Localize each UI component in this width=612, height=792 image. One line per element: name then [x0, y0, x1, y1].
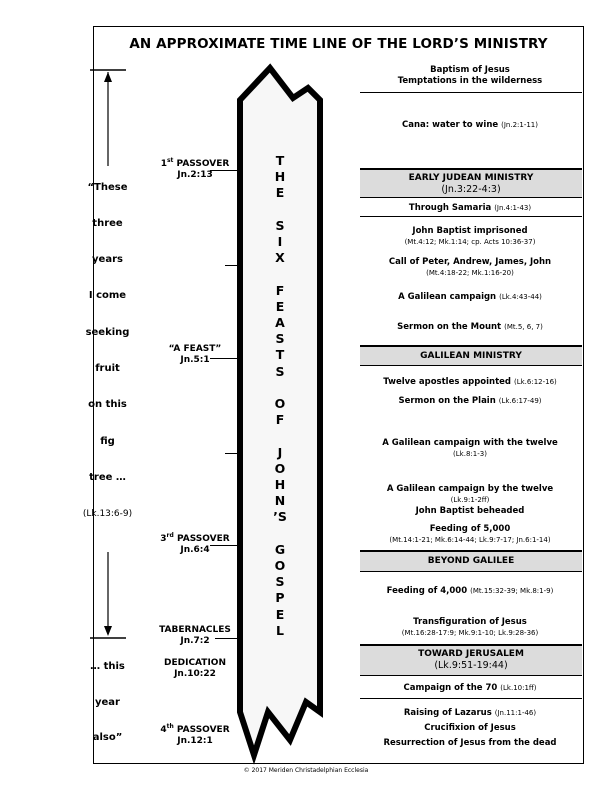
feast-tabernacles: TABERNACLES Jn.7:2 — [159, 625, 231, 646]
scroll-letter: S — [275, 217, 285, 233]
fig-quote-line: on this — [88, 399, 127, 410]
header-galilean: GALILEAN MINISTRY — [360, 345, 582, 366]
scroll-letter: G — [274, 541, 286, 557]
timeline-arrows — [90, 66, 130, 646]
feast-tick — [215, 638, 240, 639]
scroll-letter: S — [275, 363, 285, 379]
event-baptism: Baptism of Jesus Temptations in the wilderness — [397, 65, 543, 86]
divider — [360, 216, 582, 217]
fig-quote-line: tree … — [89, 472, 126, 483]
event-twelve-apostles: Twelve apostles appointed (Lk.6:12-16) — [383, 377, 557, 387]
event-campaign-by-twelve: A Galilean campaign by the twelve (Lk.9:1-2ff) John Baptist beheaded — [386, 484, 554, 516]
event-lazarus: Raising of Lazarus (Jn.11:1-46) — [403, 708, 537, 718]
event-resurrection: Resurrection of Jesus from the dead — [383, 738, 557, 748]
scroll-letter: T — [275, 347, 285, 363]
scroll-letter: S — [275, 574, 285, 590]
scroll-letter: X — [275, 250, 285, 266]
fig-quote-line: … this — [90, 661, 125, 672]
event-call-of-peter: Call of Peter, Andrew, James, John (Mt.4:18-22; Mk.1:16-20) — [388, 257, 552, 277]
fig-quote-line: fruit — [95, 363, 120, 374]
event-campaign-70: Campaign of the 70 (Lk.10:1ff) — [403, 683, 537, 693]
scroll-letter: O — [274, 396, 286, 411]
scroll-letter: F — [275, 412, 285, 428]
page-title: AN APPROXIMATE TIME LINE OF THE LORD’S MINISTRY — [129, 36, 548, 52]
event-crucifixion: Crucifixion of Jesus — [424, 723, 516, 733]
feast-tick — [210, 358, 240, 359]
scroll-letter: A — [275, 315, 285, 330]
copyright-footer: © 2017 Meriden Christadelphian Ecclesia — [243, 767, 369, 774]
fig-quote-line: year — [95, 697, 120, 708]
fig-quote-line: seeking — [85, 327, 130, 338]
fig-quote-line: “These — [87, 182, 128, 193]
feast-4th-passover: 4th PASSOVER Jn.12:1 — [160, 723, 230, 746]
tick — [225, 453, 240, 454]
scroll-letter: E — [275, 606, 285, 622]
fig-quote-line: three — [92, 218, 123, 229]
event-sermon-plain: Sermon on the Plain (Lk.6:17-49) — [398, 396, 542, 406]
feast-tick — [210, 545, 240, 546]
scroll-letter: O — [274, 558, 286, 573]
feast-tick — [210, 170, 240, 171]
header-toward-jerusalem: TOWARD JERUSALEM (Lk.9:51-19:44) — [360, 644, 582, 676]
scroll-letter: P — [275, 590, 285, 606]
scroll-letter: L — [276, 622, 284, 638]
scroll-letter: O — [274, 460, 286, 476]
scroll-letter: J — [277, 444, 283, 460]
scroll-letter: H — [274, 477, 286, 492]
divider — [360, 698, 582, 699]
fig-quote-line: fig — [100, 436, 115, 447]
header-beyond-galilee: BEYOND GALILEE — [360, 550, 582, 572]
feast-1st-passover: 1st PASSOVER Jn.2:13 — [160, 157, 230, 180]
fig-quote-line: I come — [88, 290, 127, 301]
feast-3rd-passover: 3rd PASSOVER Jn.6:4 — [160, 532, 230, 555]
scroll-letter: E — [275, 185, 285, 201]
event-feeding-4000: Feeding of 4,000 (Mt.15:32-39; Mk.8:1-9) — [386, 586, 554, 596]
fig-quote-line: years — [92, 254, 123, 265]
scroll-letter: I — [277, 234, 283, 249]
event-sermon-mount: Sermon on the Mount (Mt.5, 6, 7) — [397, 322, 543, 332]
tick — [225, 265, 240, 266]
scroll-letter: E — [275, 298, 285, 314]
scroll-letter: F — [275, 282, 285, 298]
scroll-letter: T — [275, 153, 285, 168]
scroll-letter: N — [274, 493, 286, 509]
header-early-judean: EARLY JUDEAN MINISTRY (Jn.3:22-4:3) — [360, 168, 582, 198]
event-feeding-5000: Feeding of 5,000 (Mt.14:1-21; Mk.6:14-44; Lk.9:7-17; Jn.6:1-14) — [389, 524, 551, 544]
event-jb-imprisoned: John Baptist imprisoned (Mt.4:12; Mk.1:14; cp. Acts 10:36-37) — [404, 226, 536, 246]
fig-quote-line: also” — [92, 732, 123, 743]
event-campaign-with-twelve: A Galilean campaign with the twelve (Lk.8:1-3) — [382, 438, 558, 458]
scroll-letter: H — [274, 169, 286, 185]
event-samaria: Through Samaria (Jn.4:1-43) — [408, 203, 532, 213]
divider — [360, 92, 582, 93]
feast-dedication: DEDICATION Jn.10:22 — [164, 658, 226, 679]
feast-a-feast: “A FEAST” Jn.5:1 — [168, 344, 222, 365]
scroll-letter: ’S — [273, 509, 287, 525]
event-transfiguration: Transfiguration of Jesus (Mt.16:28-17:9; Mk.9:1-10; Lk.9:28-36) — [401, 617, 539, 637]
scroll-letter: S — [275, 331, 285, 347]
event-galilean-campaign: A Galilean campaign (Lk.4:43-44) — [398, 292, 542, 302]
fig-quote-line: (Lk.13:6-9) — [82, 509, 133, 519]
event-cana: Cana: water to wine (Jn.2:1-11) — [402, 120, 538, 130]
